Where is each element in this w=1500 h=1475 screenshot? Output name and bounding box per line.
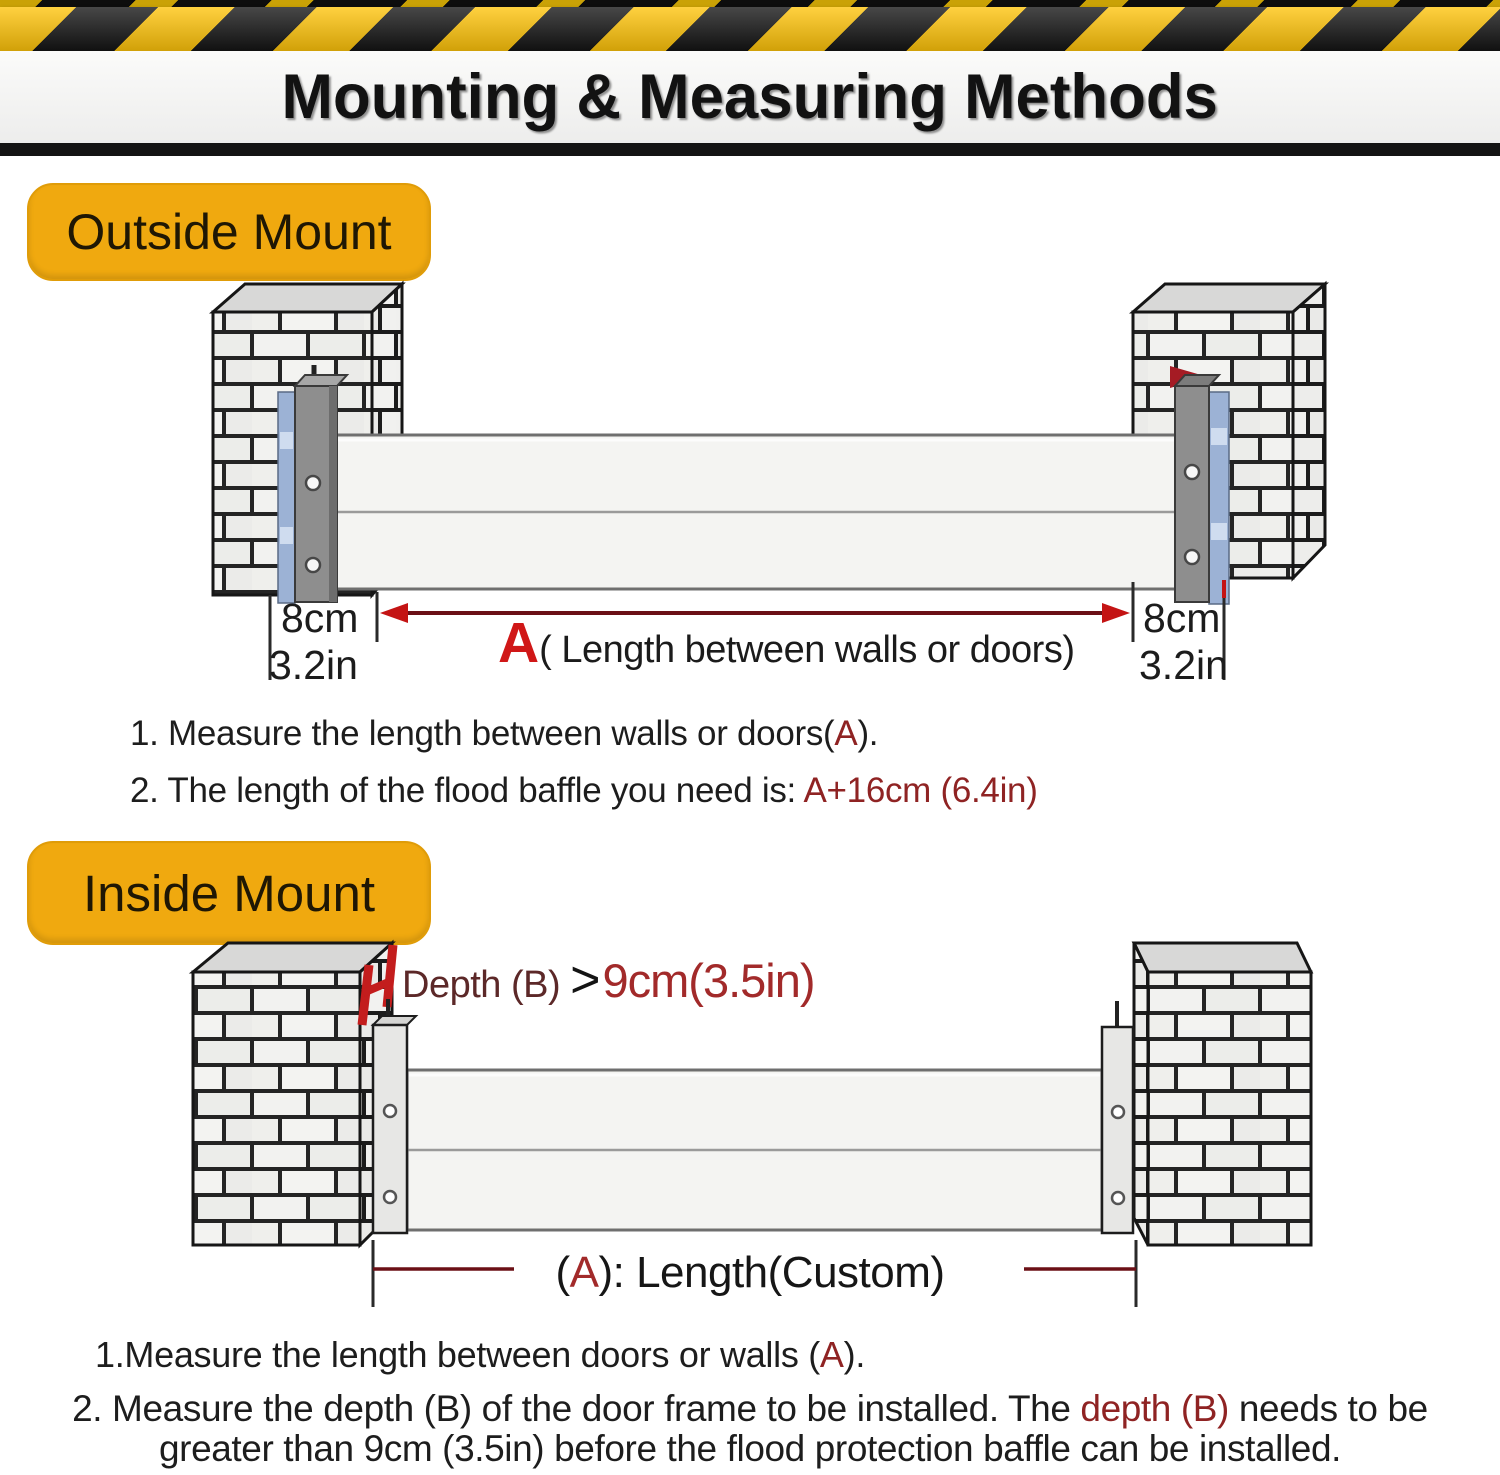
outside-mount-badge-label: Outside Mount bbox=[66, 204, 392, 260]
header-divider bbox=[0, 143, 1500, 156]
greater-than-sign: > bbox=[570, 951, 601, 1009]
depth-label: Depth (B) bbox=[402, 964, 561, 1006]
screw-hole bbox=[384, 1191, 396, 1203]
flood-barrier bbox=[407, 1070, 1102, 1230]
screw-hole bbox=[306, 558, 320, 572]
screw-hole bbox=[306, 476, 320, 490]
screw-hole bbox=[1185, 550, 1199, 564]
outside-mount-steps bbox=[130, 714, 1038, 828]
depth-annotation bbox=[402, 950, 815, 1010]
rubber-seal bbox=[1209, 392, 1229, 604]
right-mounting-bracket bbox=[1170, 366, 1229, 604]
title-band bbox=[0, 51, 1500, 143]
outside-mount-badge bbox=[27, 183, 431, 281]
dim-right-cm: 8cm bbox=[1143, 595, 1221, 641]
depth-value: 9cm(3.5in) bbox=[602, 954, 815, 1007]
screw-hole bbox=[1112, 1106, 1124, 1118]
page-title: Mounting & Measuring Methods bbox=[281, 62, 1219, 132]
arrowhead-left-icon bbox=[380, 603, 408, 623]
warning-tape-icon bbox=[0, 7, 1500, 51]
span-length-label bbox=[498, 611, 1075, 675]
inside-mount-badge-label: Inside Mount bbox=[82, 864, 375, 922]
screw-hole bbox=[384, 1105, 396, 1117]
arrowhead-right-icon bbox=[1102, 603, 1130, 623]
left-mounting-bracket bbox=[278, 365, 347, 603]
dim-right-in: 3.2in bbox=[1139, 642, 1228, 688]
right-pillar bbox=[1134, 943, 1311, 1245]
outside-step-1: 1. Measure the length between walls or doors(A). bbox=[130, 714, 879, 753]
screw-hole bbox=[1185, 465, 1199, 479]
right-mounting-bracket bbox=[1102, 1001, 1133, 1233]
dim-left-cm: 8cm bbox=[281, 595, 359, 641]
outside-step-2: 2. The length of the flood baffle you need is: A+16cm (6.4in) bbox=[130, 771, 1038, 810]
inside-mount-badge bbox=[27, 841, 431, 945]
dim-left-in: 3.2in bbox=[269, 642, 358, 688]
span-length-text: ( Length between walls or doors) bbox=[539, 629, 1075, 671]
rubber-seal bbox=[278, 392, 295, 603]
inside-step-1: 1.Measure the length between doors or walls (A). bbox=[95, 1334, 866, 1375]
length-custom-label: (A): Length(Custom) bbox=[555, 1248, 945, 1297]
flood-barrier bbox=[336, 435, 1176, 589]
screw-hole bbox=[1112, 1192, 1124, 1204]
inside-step-2: 2. Measure the depth (B) of the door frame to be installed. The depth (B) needs to be greater than 9cm (3.5in) before the flood protection baffle can be installed. bbox=[72, 1388, 1428, 1469]
span-length-a: A bbox=[498, 611, 540, 675]
